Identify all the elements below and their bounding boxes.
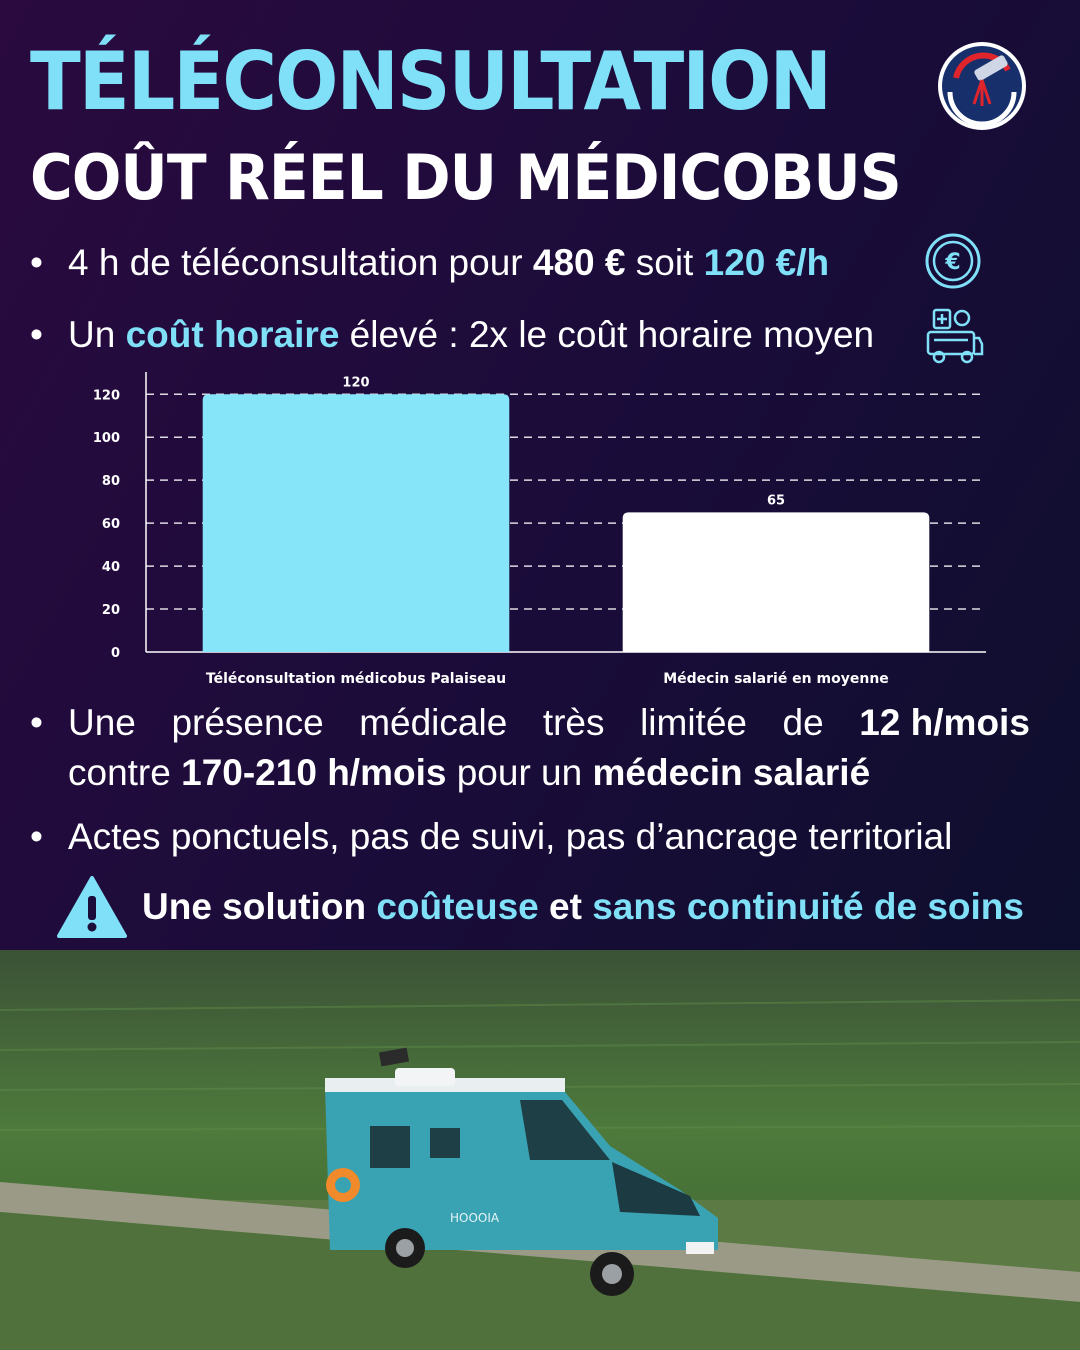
presence-line-2 <box>68 748 1030 798</box>
bullet-dot: • <box>30 242 43 283</box>
y-tick-label: 80 <box>101 474 120 490</box>
y-tick-label: 100 <box>92 431 120 447</box>
page-title: TÉLÉCONSULTATION <box>30 35 830 128</box>
bullet-text: élevé : 2x le coût horaire moyen <box>339 314 875 355</box>
bar <box>203 394 510 652</box>
presence-word: limitée <box>640 702 747 743</box>
y-tick-label: 120 <box>92 388 120 404</box>
no-continuity-highlight: sans continuité de soins <box>592 886 1024 927</box>
page-subtitle: COÛT RÉEL DU MÉDICOBUS <box>30 141 901 214</box>
monthly-hours-doctor: 170-210 h/mois <box>181 752 447 793</box>
bullet-text: Actes ponctuels, pas de suivi, pas d’ancrage territorial <box>68 816 953 857</box>
bullet-dot: • <box>30 702 43 743</box>
presence-word: présence <box>171 702 324 743</box>
conclusion-text: Une solution <box>142 886 367 927</box>
price-per-hour: 120 €/h <box>703 242 830 283</box>
presence-word: très <box>542 702 605 743</box>
presence-text: contre <box>68 752 182 793</box>
conclusion <box>56 872 1024 942</box>
data-label: 120 <box>342 375 370 391</box>
monthly-hours-bus: 12 h/mois <box>859 702 1030 743</box>
bullet-text: Un <box>68 314 126 355</box>
presence-word: de <box>782 702 824 743</box>
presence-text: pour un <box>446 752 593 793</box>
y-tick-label: 60 <box>101 517 120 533</box>
hourly-cost-highlight: coût horaire <box>125 314 340 355</box>
euro-coin-icon <box>924 232 982 290</box>
svg-text:€: € <box>945 250 961 275</box>
medical-van-photo <box>0 950 1080 1350</box>
x-tick-label: Téléconsultation médicobus Palaiseau <box>205 671 507 687</box>
x-tick-label: Médecin salarié en moyenne <box>663 671 889 687</box>
bullet-text: soit <box>625 242 704 283</box>
presence-word: médicale <box>359 702 508 743</box>
y-tick-label: 0 <box>110 646 120 661</box>
y-tick-label: 40 <box>101 560 120 576</box>
medical-bus-icon <box>924 304 984 366</box>
hourly-cost-bar-chart <box>80 370 1000 700</box>
bullet-high-cost <box>30 310 874 360</box>
data-label: 65 <box>766 493 786 509</box>
salaried-doctor: médecin salarié <box>592 752 871 793</box>
van-brand-text: HOOOIA <box>450 1211 500 1225</box>
warning-icon <box>56 874 128 940</box>
bullet-dot: • <box>30 314 43 355</box>
bullet-one-off-acts <box>30 812 952 862</box>
presence-line-1 <box>68 698 1030 748</box>
bullet-dot: • <box>30 816 43 857</box>
costly-highlight: coûteuse <box>376 886 539 927</box>
telescope-logo-icon <box>936 40 1028 132</box>
bullet-hourly-cost <box>30 238 829 288</box>
presence-word: Une <box>68 702 136 743</box>
bar <box>623 512 930 652</box>
bullet-text: 4 h de téléconsultation pour <box>68 242 533 283</box>
price-total: 480 € <box>532 242 626 283</box>
conclusion-text: et <box>538 886 593 927</box>
bullet-medical-presence <box>30 698 1030 798</box>
y-tick-label: 20 <box>101 603 120 619</box>
